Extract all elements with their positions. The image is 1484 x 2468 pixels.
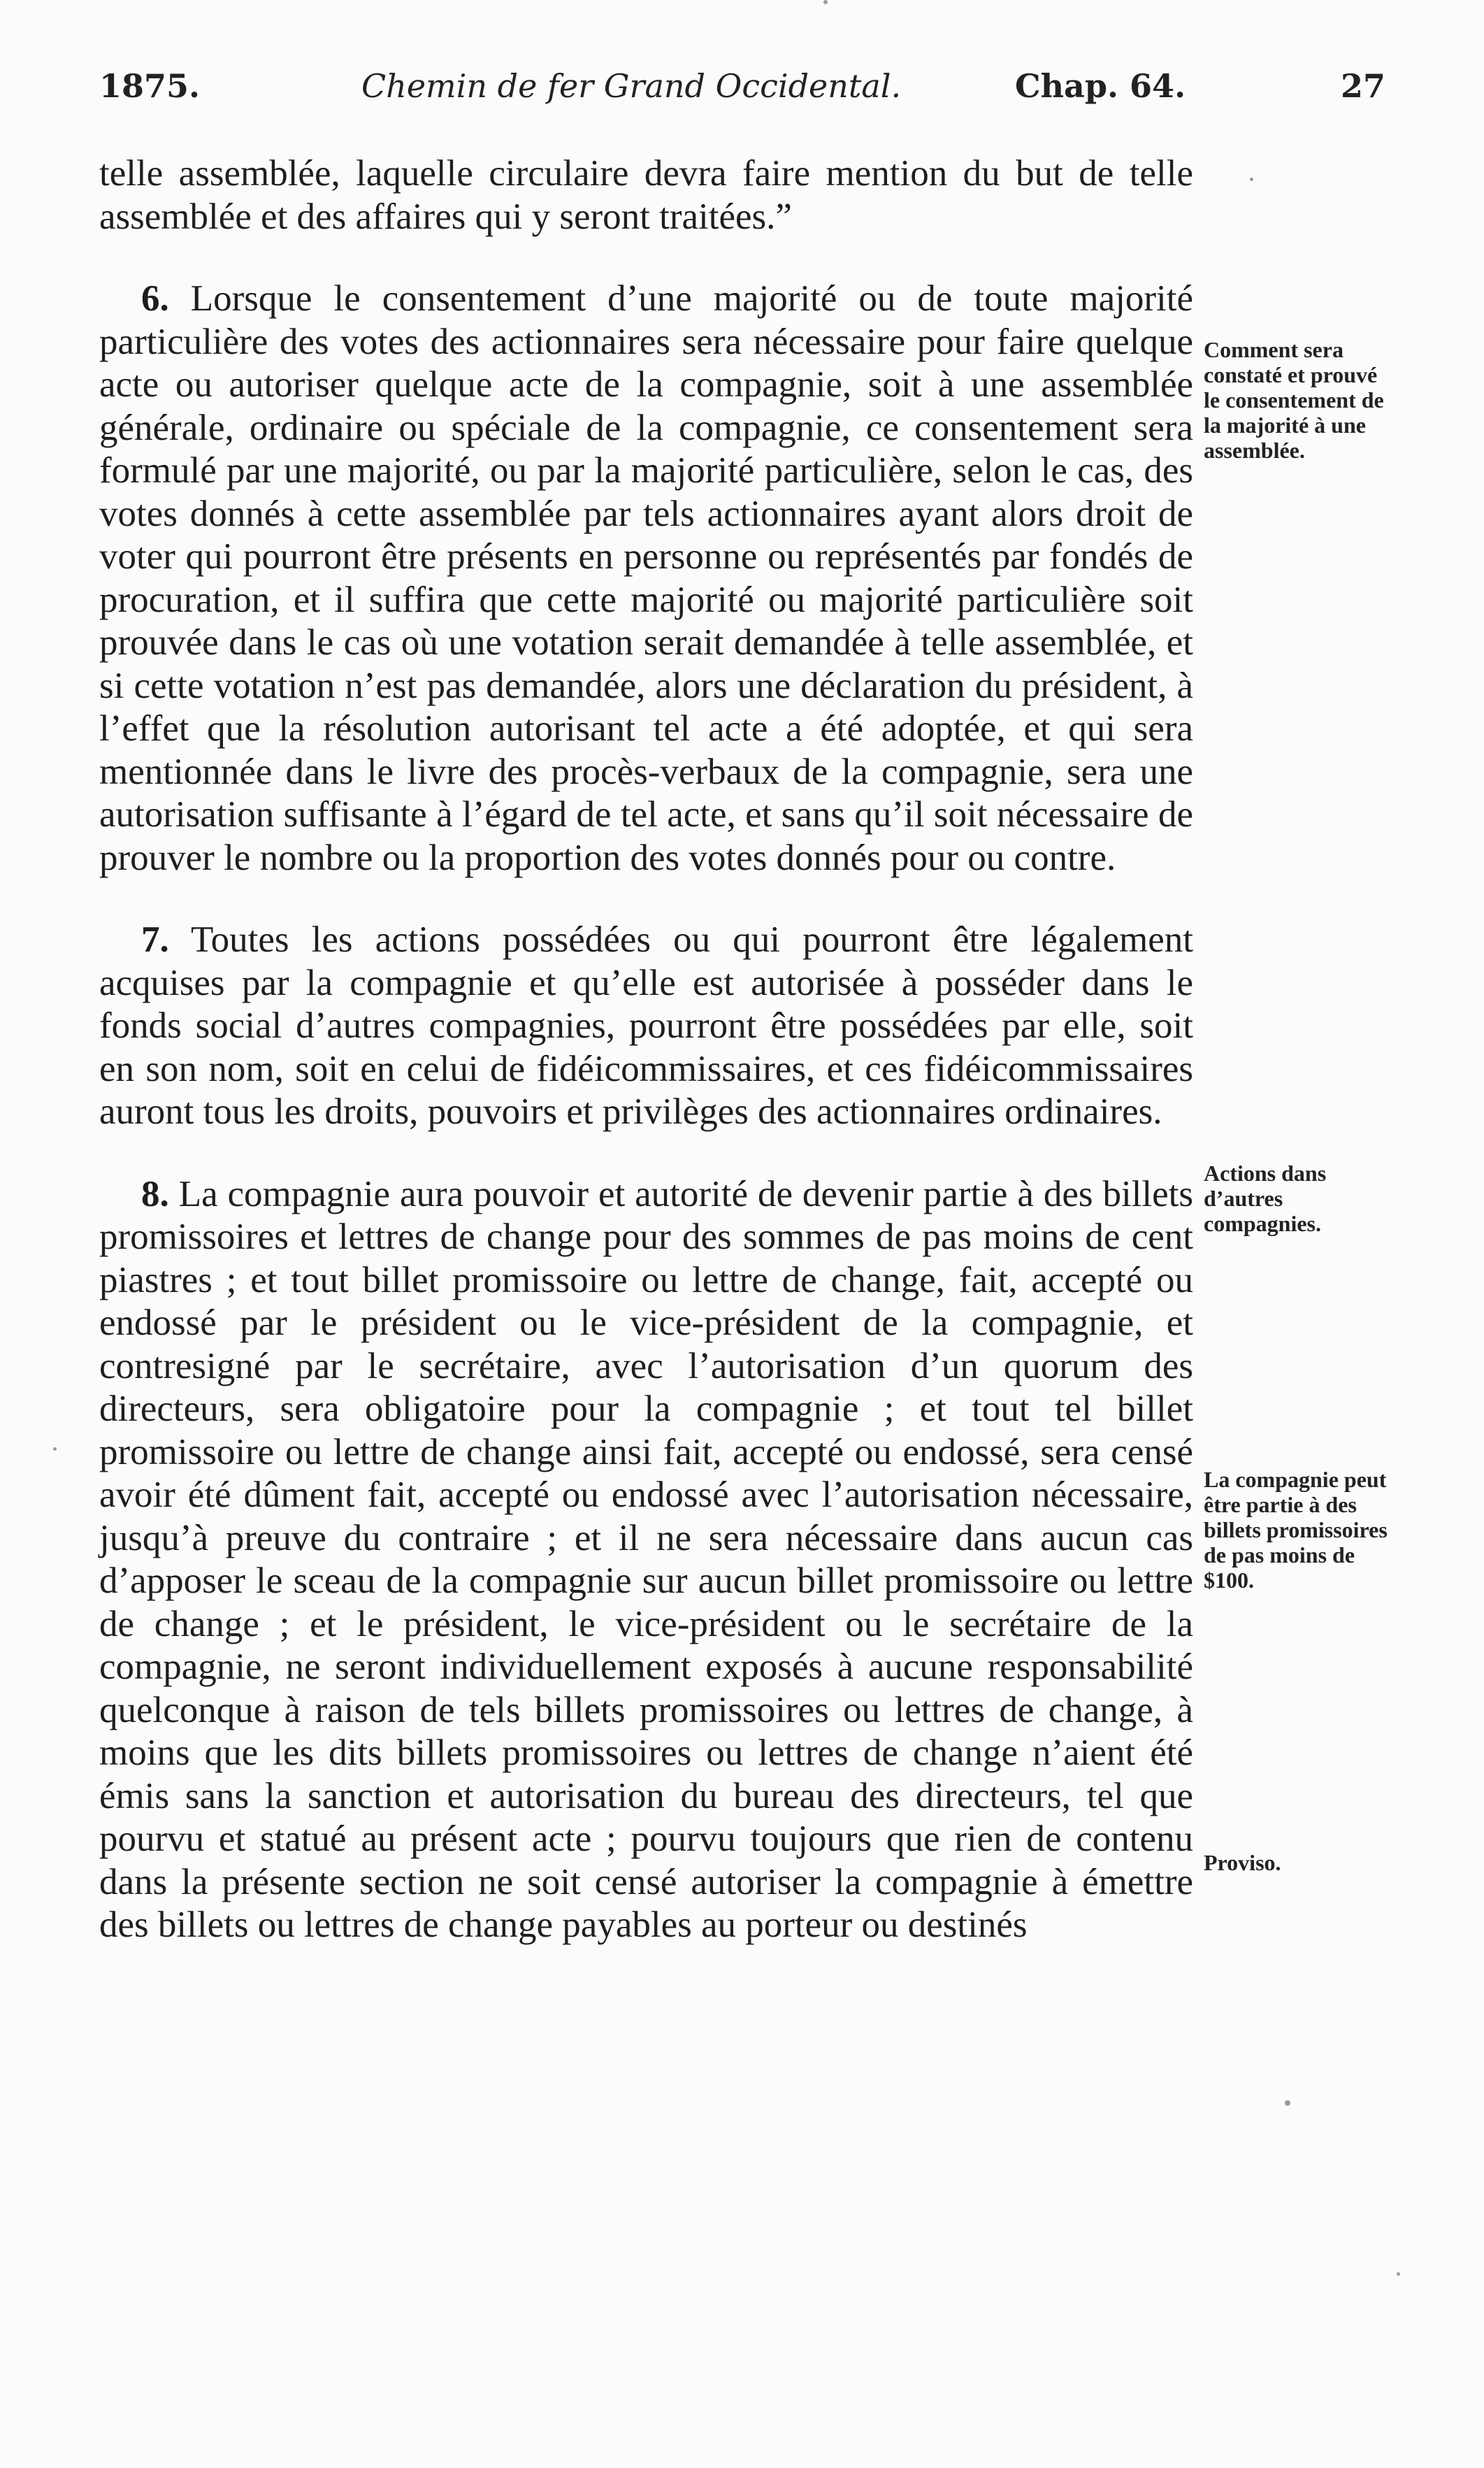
margin-note-section-6: Comment sera constaté et prouvé le consentement de la majorité à une assemblée. bbox=[1204, 337, 1384, 463]
scan-speck bbox=[823, 0, 828, 4]
section-6-text: Lorsque le consentement d’une majorité ou de toute majorité particulière des votes des actionnaires sera nécessaire pour faire quelque acte ou autoriser quelque acte de la compagnie, soit à une assemblée générale, ordinaire ou spéciale de la compagnie, ce consentement sera formulé par une majorité, ou par la majorité particulière, selon le cas, des votes donnés à cette assemblée par tels actionnaires ayant alors droit de voter qui pourront être présents en personne ou représentés par fondés de procuration, et il suffira que cette majorité ou majorité particulière soit prouvée dans le cas où une votation serait demandée à telle assemblée, et si cette votation n’est pas demandée, alors une déclaration du président, à l’effet que la résolution autorisant tel acte a été adoptée, et qui sera mentionnée dans le livre des procès-verbaux de la compagnie, sera une autorisation suffisante à l’égard de tel acte, et sans qu’il soit nécessaire de prouver le nombre ou la proportion des votes donnés pour ou contre. bbox=[99, 278, 1193, 878]
section-8-text: La compagnie aura pouvoir et autorité de devenir partie à des billets promissoires et lettres de change pour des sommes de pas moins de cent piastres ; et tout billet promissoire ou lettre de change, fait, accepté ou endossé par le président ou le vice-président de la compagnie, et contresigné par le secrétaire, avec l’autorisation d’un quorum des directeurs, sera obligatoire pour la compagnie ; et tout tel billet promissoire ou lettre de change ainsi fait, accepté ou endossé, sera censé avoir été dûment fait, accepté ou endossé avec l’autorisation nécessaire, jusqu’à preuve du contraire ; et il ne sera nécessaire dans aucun cas d’apposer le sceau de la compagnie sur aucun billet promissoire ou lettre de change ; et le président, le vice-président ou le secrétaire de la compagnie, ne seront individuellement exposés à aucune responsabilité quelconque à raison de tels billets promissoires ou lettres de change, à moins que les dits billets promissoires ou lettres de change n’aient été émis sans la sanction et autorisation du bureau des directeurs, tel que pourvu et statué au présent acte ; pourvu toujours que rien de contenu dans la présente section ne soit censé autoriser la compagnie à émettre des billets ou lettres de change payables au porteur ou destinés bbox=[99, 1173, 1193, 1945]
running-header bbox=[99, 67, 1385, 116]
section-6-number: 6. bbox=[141, 278, 169, 319]
section-6-paragraph bbox=[99, 278, 1193, 880]
header-year: 1875. bbox=[99, 67, 201, 105]
section-7-text: Toutes les actions possédées ou qui pourront être légalement acquises par la compagnie et qu’elle est autorisée à posséder dans le fonds social d’autres compagnies, pourront être possédées par elle, soit en son nom, soit en celui de fidéicommissaires, et ces fidéicommissaires auront tous les droits, pouvoirs et privilèges des actionnaires ordinaires. bbox=[99, 919, 1193, 1132]
section-7-number: 7. bbox=[141, 919, 169, 960]
header-title: Chemin de fer Grand Occidental. bbox=[361, 67, 902, 105]
scan-speck bbox=[1250, 178, 1253, 181]
scan-speck bbox=[53, 1447, 57, 1451]
scan-speck bbox=[1285, 2100, 1290, 2106]
margin-note-proviso: Proviso. bbox=[1204, 1850, 1281, 1875]
intro-paragraph: telle assemblée, laquelle circulaire devra faire mention du but de telle assemblée et des affaires qui y seront traitées.” bbox=[99, 153, 1193, 237]
body-text bbox=[99, 152, 1193, 1947]
section-7-paragraph bbox=[99, 919, 1193, 1134]
scan-speck bbox=[1397, 2272, 1400, 2276]
section-8-number: 8. bbox=[141, 1173, 169, 1214]
header-page-number: 27 bbox=[1340, 67, 1385, 105]
section-8-paragraph bbox=[99, 1173, 1193, 1947]
header-chapter: Chap. 64. bbox=[1015, 67, 1186, 105]
margin-note-section-7: Actions dans d’autres compagnies. bbox=[1204, 1161, 1327, 1236]
margin-note-section-8: La compagnie peut être partie à des billets promissoires de pas moins de $100. bbox=[1204, 1467, 1388, 1593]
